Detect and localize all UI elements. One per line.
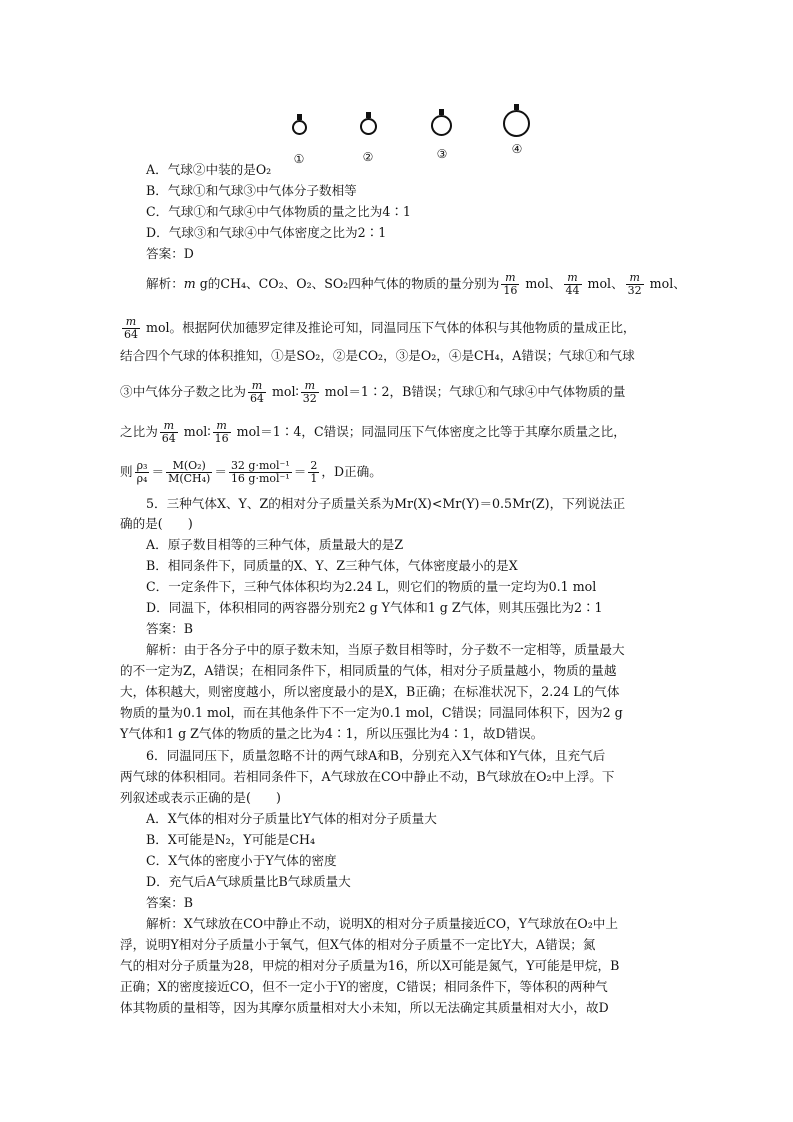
q4-analysis-line-6: 则 $\frac{\text{ρ₃}}{\text{ρ₄}}$ ＝ $\frac{\text{M(O₂)}}{\text{M(CH₄)}}$ ＝ $\frac{\text{32 g·mol⁻¹}}{\text{16 g·mol⁻¹}}$ ＝ $\frac{2}{1}$ ，D正确。: [120, 459, 382, 485]
balloon-3-label: ③: [436, 147, 448, 161]
q6-stem-line-3: 列叙述或表示正确的是( ): [120, 790, 281, 805]
q6-option-c: C．X气体的密度小于Y气体的密度: [146, 853, 337, 868]
q6-analysis-line-4: 正确；X的密度接近CO，但不一定小于Y的密度，C错误；相同条件下，等体积的两种气: [120, 979, 608, 994]
q5-option-b: B．相同条件下，同质量的X、Y、Z三种气体，气体密度最小的是X: [146, 558, 518, 573]
q6-analysis-line-1: 解析：X气球放在CO中静止不动，说明X的相对分子质量接近CO，Y气球放在O₂中上: [146, 916, 618, 931]
q6-option-d: D．充气后A气球质量比B气球质量大: [146, 874, 351, 889]
q4-option-d: D．气球③和气球④中气体密度之比为2∶1: [146, 225, 387, 240]
q5-analysis-line-4: 物质的量为0.1 mol，而在其他条件下不一定为0.1 mol，C错误；同温同体积下，因为2 g: [120, 705, 623, 720]
q4-option-a: A．气球②中装的是O₂: [146, 162, 272, 177]
q5-analysis-line-3: 大，体积越大，则密度越小，所以密度最小的是X，B正确；在标准状况下，2.24 L的气体: [120, 684, 620, 699]
balloon-figure: [280, 100, 540, 166]
q5-option-d: D．同温下，体积相同的两容器分别充2 g Y气体和1 g Z气体，则其压强比为2∶1: [146, 600, 603, 615]
balloon-1-label: ①: [293, 152, 305, 166]
q4-option-c: C．气球①和气球④中气体物质的量之比为4∶1: [146, 204, 411, 219]
q4-analysis-line-3: 结合四个气球的体积推知，①是SO₂，②是CO₂，③是O₂，④是CH₄，A错误；气球①和气球: [120, 348, 635, 363]
balloon-2-label: ②: [362, 150, 374, 164]
q5-stem-line-1: 5．三种气体X、Y、Z的相对分子质量关系为Mr(X)<Mr(Y)＝0.5Mr(Z)，下列说法正: [146, 496, 626, 511]
q5-option-a: A．原子数目相等的三种气体，质量最大的是Z: [146, 537, 404, 552]
q5-option-c: C．一定条件下，三种气体体积均为2.24 L，则它们的物质的量一定均为0.1 mol: [146, 579, 597, 594]
q5-answer: 答案：B: [146, 621, 194, 636]
q6-option-b: B．X可能是N₂，Y可能是CH₄: [146, 832, 316, 847]
q6-analysis-line-2: 浮，说明Y相对分子质量小于氧气，但X气体的相对分子质量不一定比Y大，A错误；氮: [120, 937, 596, 952]
q5-analysis-line-5: Y气体和1 g Z气体的物质的量之比为4∶1，所以压强比为4∶1，故D错误。: [120, 726, 544, 741]
q6-stem-line-1: 6．同温同压下，质量忽略不计的两气球A和B，分别充入X气体和Y气体，且充气后: [146, 748, 606, 763]
balloon-4-label: ④: [511, 142, 523, 156]
q6-option-a: A．X气体的相对分子质量比Y气体的相对分子质量大: [146, 811, 437, 826]
q4-analysis-line-5: 之比为 $\frac{m}{64}$ mol∶ $\frac{m}{16}$ mol＝1∶4，C错误；同温同压下气体密度之比等于其摩尔质量之比，: [120, 419, 626, 445]
q6-stem-line-2: 两气球的体积相同。若相同条件下，A气球放在CO中静止不动，B气球放在O₂中上浮。下: [120, 769, 615, 784]
q5-analysis-line-2: 的不一定为Z，A错误；在相同条件下，相同质量的气体，相对分子质量越小，物质的量越: [120, 663, 617, 678]
q6-answer: 答案：B: [146, 895, 194, 910]
q4-analysis-line-1: 解析：m g的CH₄、CO₂、O₂、SO₂四种气体的物质的量分别为 $\frac{m}{16}$ mol、 $\frac{m}{44}$ mol、 $\frac{m}{32}$ mol、: [146, 271, 686, 297]
q4-analysis-line-4: ③中气体分子数之比为 $\frac{m}{64}$ mol∶ $\frac{m}{32}$ mol＝1∶2，B错误；气球①和气球④中气体物质的量: [120, 379, 626, 405]
q5-analysis-line-1: 解析：由于各分子中的原子数未知，当原子数目相等时，分子数不一定相等，质量最大: [146, 642, 625, 657]
q4-option-b: B．气球①和气球③中气体分子数相等: [146, 183, 357, 198]
q6-analysis-line-5: 体其物质的量相等，因为其摩尔质量相对大小未知，所以无法确定其质量相对大小，故D: [120, 1000, 609, 1015]
q4-analysis-line-2: $\frac{m}{64}$ mol。根据阿伏加德罗定律及推论可知，同温同压下气体的体积与其他物质的量成正比，: [124, 315, 636, 341]
q4-answer: 答案：D: [146, 246, 194, 261]
q5-stem-line-2: 确的是( ): [120, 516, 193, 531]
q6-analysis-line-3: 气的相对分子质量为28，甲烷的相对分子质量为16，所以X可能是氮气，Y可能是甲烷，B: [120, 958, 620, 973]
